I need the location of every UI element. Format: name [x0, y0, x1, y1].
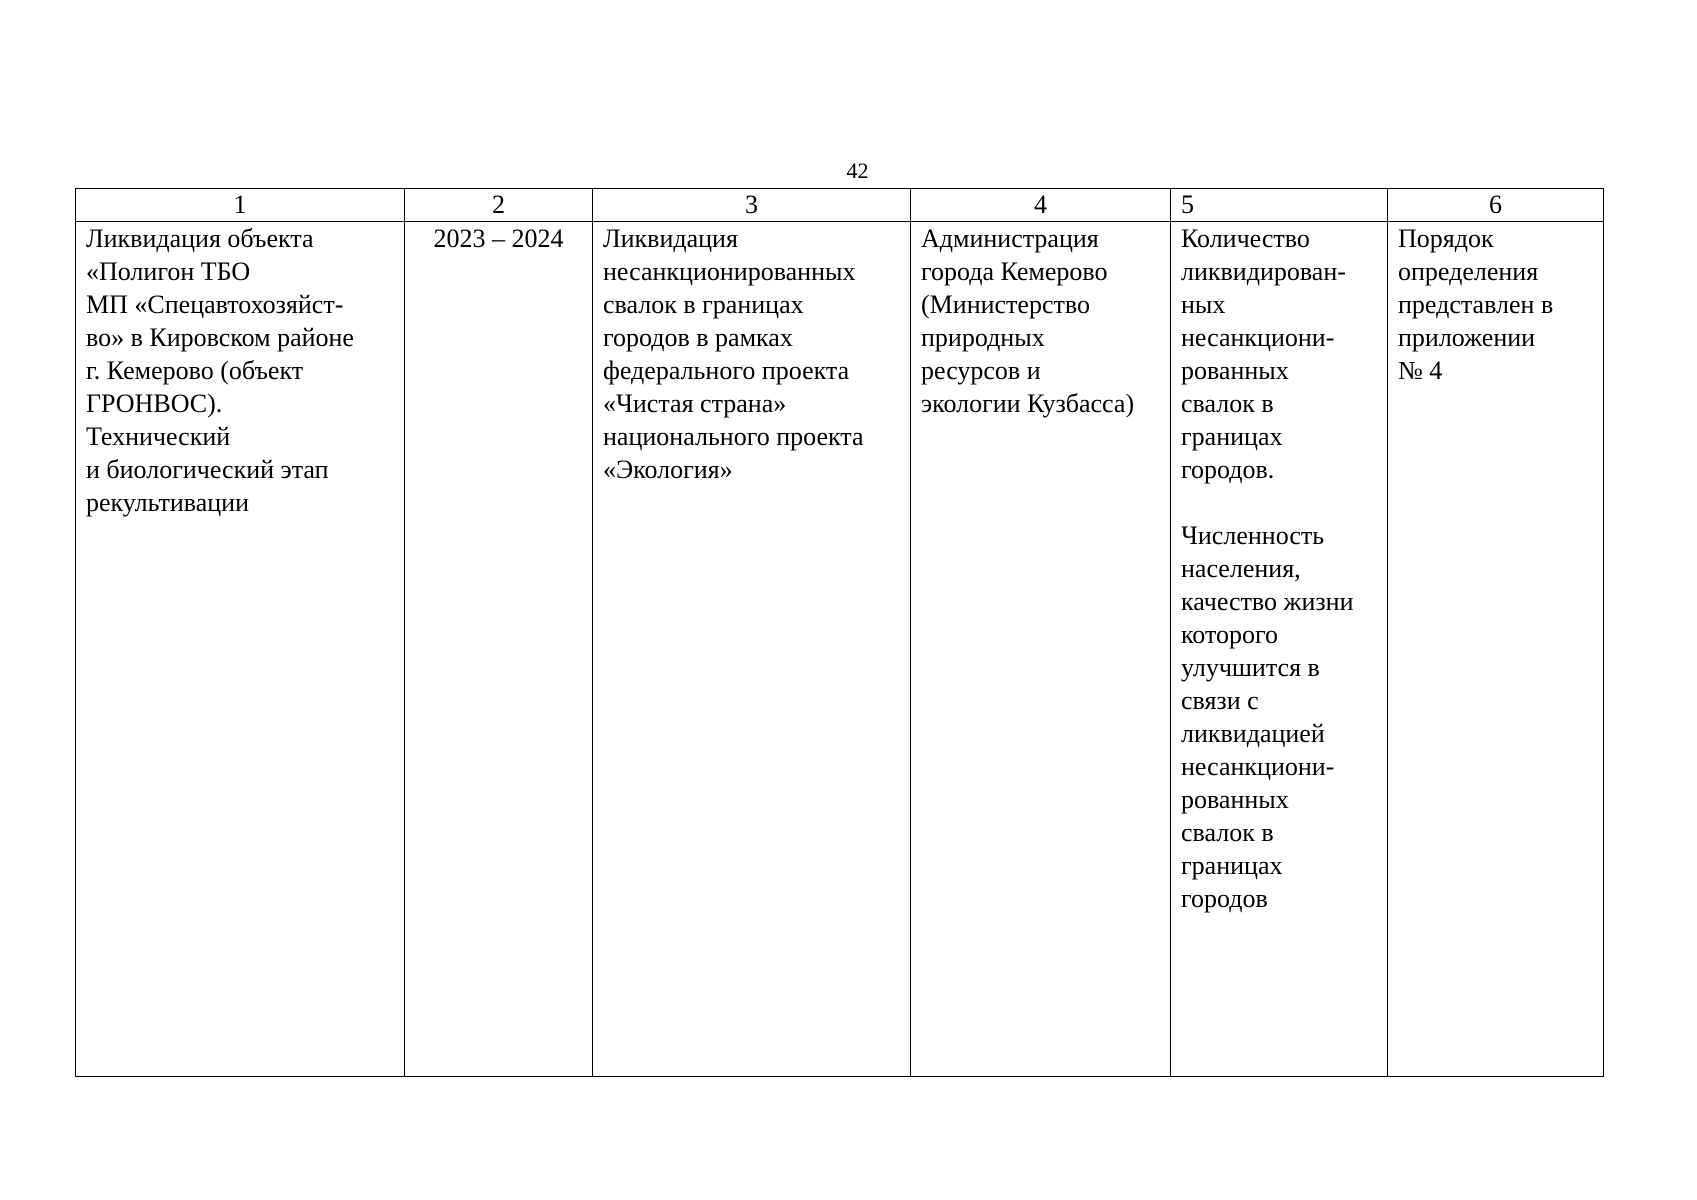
header-col-4: 4	[911, 189, 1171, 222]
measures-table	[75, 188, 1604, 1077]
header-col-6: 6	[1388, 189, 1604, 222]
project-text: Ликвидация несанкционированных свалок в границах городов в рамках федерального проекта «Чистая страна» национального проекта «Экология»	[603, 224, 864, 484]
header-col-5: 5	[1171, 189, 1388, 222]
page-number: 42	[846, 158, 869, 183]
cell-measure-name	[76, 222, 405, 1077]
header-col-3: 3	[593, 189, 911, 222]
cell-period	[405, 222, 593, 1077]
header-col-2: 2	[405, 189, 593, 222]
cell-responsible	[911, 222, 1171, 1077]
cell-project	[593, 222, 911, 1077]
measure-name-text: Ликвидация объекта «Полигон ТБО МП «Спецавтохозяйст- во» в Кировском районе г. Кемерово (объект ГРОНВОС). Технический и биологический этап рекультивации	[86, 224, 354, 517]
header-row	[76, 189, 1604, 222]
cell-indicators	[1171, 222, 1388, 1077]
header-col-1: 1	[76, 189, 405, 222]
cell-method	[1388, 222, 1604, 1077]
indicators-text: Количество ликвидирован- ных несанкциони- рованных свалок в границах городов. Численность населения, качество жизни которого улучшится в связи с ликвидацией несанкциони- рованных свалок в границах городов	[1181, 224, 1354, 913]
method-text: Порядок определения представлен в приложении № 4	[1398, 224, 1554, 385]
table-row	[76, 222, 1604, 1077]
responsible-text: Администрация города Кемерово (Министерство природных ресурсов и экологии Кузбасса)	[921, 224, 1135, 418]
period-text: 2023 – 2024	[433, 224, 564, 253]
